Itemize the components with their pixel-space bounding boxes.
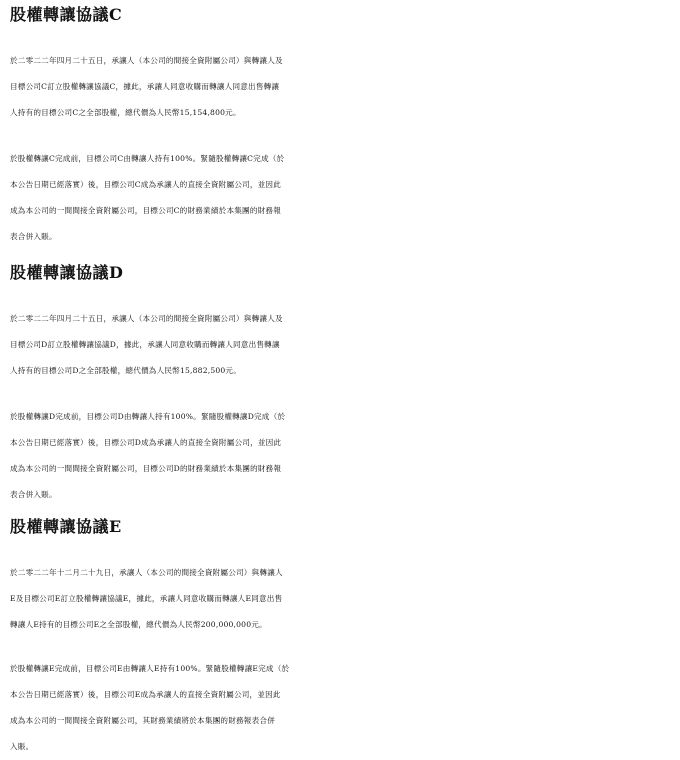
text-line: 本公告日期已經落實）後，目標公司C成為承讓人的直接全資附屬公司，並因此 (10, 180, 281, 189)
text-line: 目標公司C訂立股權轉讓協議C，據此，承讓人同意收購而轉讓人同意出售轉讓 (10, 82, 280, 91)
text-line: 於股權轉讓C完成前，目標公司C由轉讓人持有100%。緊隨股權轉讓C完成（於 (10, 154, 285, 163)
text-line: 於二零二二年四月二十五日，承讓人（本公司的間接全資附屬公司）與轉讓人及 (10, 56, 283, 65)
text-line: 於股權轉讓E完成前，目標公司E由轉讓人E持有100%。緊隨股權轉讓E完成（於 (10, 664, 290, 673)
text-line: 表合併入賬。 (10, 232, 57, 241)
paragraph (10, 48, 674, 126)
text-line: 成為本公司的一間間接全資附屬公司，其財務業績將於本集團的財務報表合併 (10, 716, 275, 725)
text-line: 人持有的目標公司C之全部股權，總代價為人民幣15,154,800元。 (10, 108, 241, 117)
text-line: 於二零二二年四月二十五日，承讓人（本公司的間接全資附屬公司）與轉讓人及 (10, 314, 283, 323)
paragraph (10, 146, 674, 250)
section-heading: 股權轉讓協議C (10, 5, 123, 24)
text-line: 於二零二二年十二月二十九日，承讓人（本公司的間接全資附屬公司）與轉讓人 (10, 568, 283, 577)
paragraph (10, 560, 674, 638)
text-line: 轉讓人E持有的目標公司E之全部股權，總代價為人民幣200,000,000元。 (10, 620, 267, 629)
paragraph (10, 404, 674, 508)
section-heading: 股權轉讓協議D (10, 263, 124, 282)
text-line: 入賬。 (10, 742, 34, 751)
paragraph (10, 656, 674, 760)
section-agreement-c (10, 4, 674, 241)
text-line: 本公告日期已經落實）後，目標公司E成為承讓人的直接全資附屬公司，並因此 (10, 690, 281, 699)
section-agreement-d (10, 262, 674, 499)
text-line: 成為本公司的一間間接全資附屬公司，目標公司D的財務業績於本集團的財務報 (10, 464, 282, 473)
text-line: 成為本公司的一間間接全資附屬公司，目標公司C的財務業績於本集團的財務報 (10, 206, 281, 215)
text-line: 表合併入賬。 (10, 490, 57, 499)
text-line: E及目標公司E訂立股權轉讓協議E，據此，承讓人同意收購而轉讓人E同意出售 (10, 594, 283, 603)
section-agreement-e (10, 516, 674, 751)
text-line: 目標公司D訂立股權轉讓協議D，據此，承讓人同意收購而轉讓人同意出售轉讓 (10, 340, 280, 349)
paragraph (10, 306, 674, 384)
text-line: 人持有的目標公司D之全部股權，總代價為人民幣15,882,500元。 (10, 366, 242, 375)
section-heading: 股權轉讓協議E (10, 517, 122, 536)
text-line: 本公告日期已經落實）後，目標公司D成為承讓人的直接全資附屬公司，並因此 (10, 438, 282, 447)
text-line: 於股權轉讓D完成前，目標公司D由轉讓人持有100%。緊隨股權轉讓D完成（於 (10, 412, 286, 421)
